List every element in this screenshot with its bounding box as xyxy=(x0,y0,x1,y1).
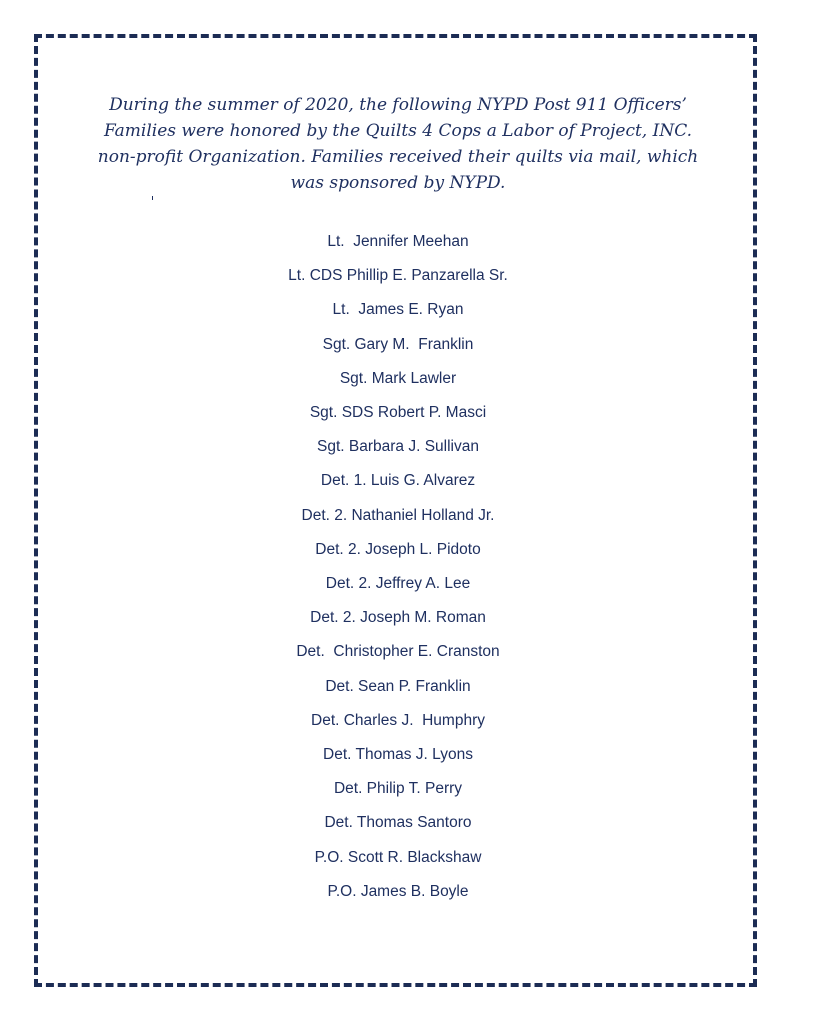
officer-name: Det. 2. Joseph L. Pidoto xyxy=(315,540,481,558)
stray-mark xyxy=(152,196,153,200)
officer-name: Det. 1. Luis G. Alvarez xyxy=(320,472,476,490)
officer-name: Det. Thomas J. Lyons xyxy=(323,746,473,763)
intro-line: non-profit Organization. Families received their quilts via mail, which xyxy=(97,147,699,167)
officer-name: Det. Christopher E. Cranston xyxy=(296,643,500,661)
officer-name: Lt. James E. Ryan xyxy=(332,301,464,319)
officer-name: Sgt. Mark Lawler xyxy=(339,369,457,387)
officer-name: Det. Charles J. Humphry xyxy=(311,711,485,729)
officer-name: Det. Philip T. Perry xyxy=(333,780,463,798)
officer-name: Det. 2. Joseph M. Roman xyxy=(310,609,486,627)
intro-paragraph xyxy=(60,92,736,196)
officer-name: Det. Sean P. Franklin xyxy=(325,677,471,695)
officer-name: Sgt. SDS Robert P. Masci xyxy=(309,404,487,421)
officer-name: Sgt. Gary M. Franklin xyxy=(322,335,474,353)
officer-name: Lt. Jennifer Meehan xyxy=(327,233,469,250)
officer-name: P.O. Scott R. Blackshaw xyxy=(314,848,482,866)
officer-name: Sgt. Barbara J. Sullivan xyxy=(317,438,479,456)
officer-name: Lt. CDS Phillip E. Panzarella Sr. xyxy=(288,267,508,285)
officer-name: Det. 2. Jeffrey A. Lee xyxy=(325,575,471,592)
intro-line: During the summer of 2020, the following NYPD Post 911 Officers’ xyxy=(109,95,687,115)
officer-name: Det. 2. Nathaniel Holland Jr. xyxy=(301,506,495,524)
intro-line: Families were honored by the Quilts 4 Cops a Labor of Project, INC. xyxy=(104,121,692,141)
officer-name: Det. Thomas Santoro xyxy=(324,814,472,832)
intro-line: was sponsored by NYPD. xyxy=(290,173,506,193)
officer-name: P.O. James B. Boyle xyxy=(327,882,469,900)
